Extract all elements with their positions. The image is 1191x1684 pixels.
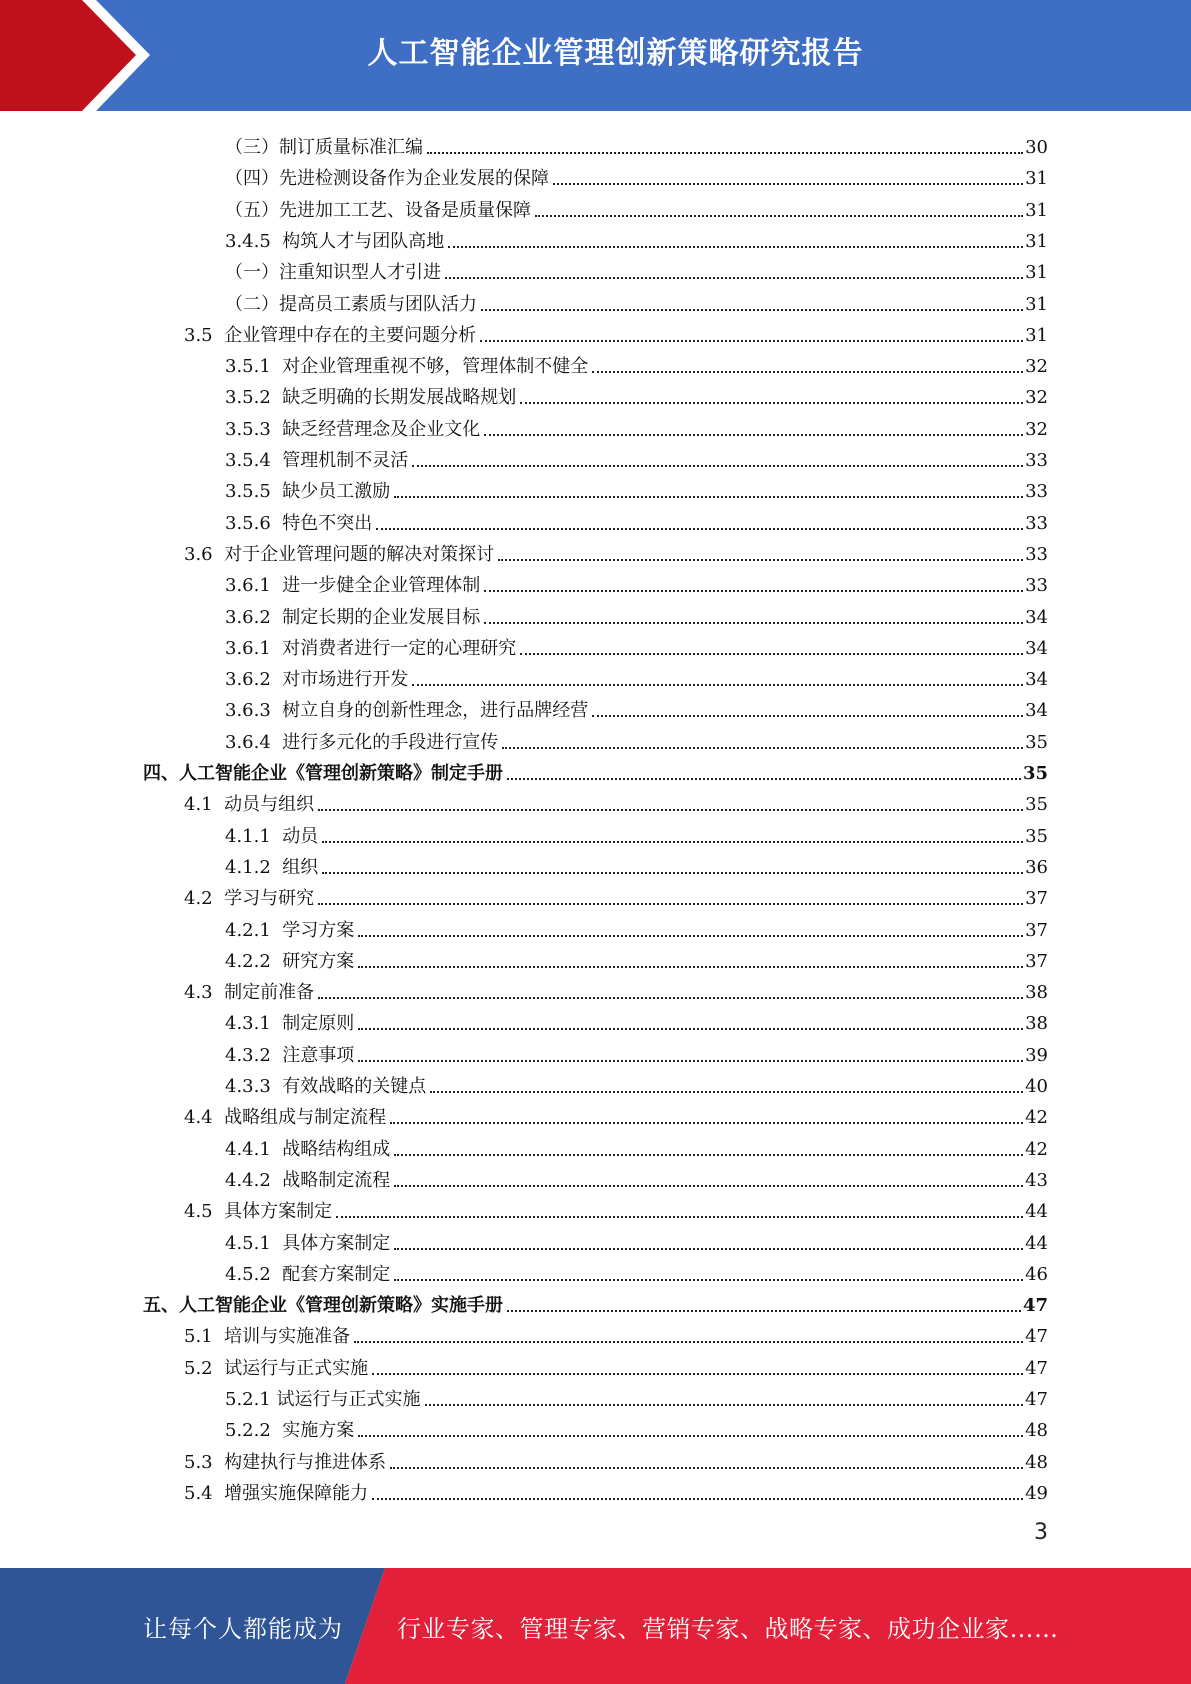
- toc-leader-dots: [318, 809, 1023, 811]
- toc-entry[interactable]: [184, 1317, 1048, 1348]
- toc-entry-page: 47: [1025, 1326, 1048, 1348]
- toc-entry[interactable]: [143, 1286, 1048, 1317]
- toc-leader-dots: [394, 1279, 1023, 1281]
- toc-entry-label: 3.4.5 构筑人才与团队高地: [225, 230, 445, 252]
- toc-entry-page: 44: [1025, 1232, 1048, 1254]
- toc-leader-dots: [507, 1310, 1021, 1312]
- toc-entry[interactable]: [225, 598, 1048, 629]
- toc-entry-page: 31: [1025, 230, 1048, 252]
- toc-leader-dots: [390, 1122, 1023, 1124]
- toc-entry-label: （三）制订质量标准汇编: [225, 137, 423, 158]
- toc-entry-label: （四）先进检测设备作为企业发展的保障: [225, 168, 549, 190]
- toc-entry[interactable]: [225, 1255, 1048, 1286]
- toc-leader-dots: [322, 872, 1023, 874]
- toc-entry-page: 44: [1025, 1201, 1048, 1223]
- toc-leader-dots: [498, 559, 1023, 561]
- toc-entry-label: （二）提高员工素质与团队活力: [225, 293, 477, 315]
- toc-entry-page: 32: [1025, 356, 1048, 378]
- toc-entry-page: 33: [1025, 512, 1048, 534]
- toc-leader-dots: [502, 747, 1023, 749]
- toc-entry-page: 37: [1025, 888, 1048, 910]
- toc-leader-dots: [336, 1216, 1023, 1218]
- toc-entry[interactable]: [225, 378, 1048, 409]
- toc-entry[interactable]: [184, 785, 1048, 816]
- toc-entry-label: 4.4.2 战略制定流程: [225, 1169, 391, 1191]
- footer-slogan-right: 行业专家、管理专家、营销专家、战略专家、成功企业家……: [397, 1614, 1059, 1643]
- toc-entry[interactable]: [225, 504, 1048, 535]
- toc-entry-page: 42: [1025, 1107, 1048, 1129]
- toc-entry-label: 4.2.2 研究方案: [225, 950, 355, 972]
- toc-entry[interactable]: [225, 1161, 1048, 1192]
- toc-entry-page: 40: [1025, 1076, 1048, 1097]
- toc-entry-page: 43: [1025, 1169, 1048, 1191]
- toc-entry-page: 34: [1025, 669, 1048, 691]
- toc-entry[interactable]: [225, 817, 1048, 848]
- toc-entry-page: 38: [1025, 1013, 1048, 1035]
- toc-entry-label: 3.5.4 管理机制不灵活: [225, 450, 409, 471]
- toc-leader-dots: [358, 935, 1023, 937]
- toc-entry[interactable]: [225, 285, 1048, 316]
- toc-entry-page: 31: [1025, 168, 1048, 190]
- toc-leader-dots: [484, 434, 1023, 436]
- toc-entry[interactable]: [225, 566, 1048, 597]
- page-footer: [0, 1568, 1191, 1684]
- toc-entry-page: 35: [1025, 825, 1048, 847]
- toc-entry-page: 47: [1025, 1357, 1048, 1379]
- toc-entry[interactable]: [184, 1192, 1048, 1223]
- toc-entry-label: 4.5 具体方案制定: [184, 1201, 333, 1223]
- toc-entry-label: 3.6.2 制定长期的企业发展目标: [225, 606, 481, 628]
- toc-entry-label: 3.5 企业管理中存在的主要问题分析: [184, 324, 477, 346]
- toc-entry-label: 四、人工智能企业《管理创新策略》制定手册: [143, 763, 503, 784]
- toc-leader-dots: [358, 1028, 1023, 1030]
- toc-entry[interactable]: [225, 723, 1048, 754]
- toc-entry-page: 48: [1025, 1451, 1048, 1473]
- toc-entry[interactable]: [225, 911, 1048, 942]
- toc-entry-page: 33: [1025, 481, 1048, 503]
- toc-entry[interactable]: [225, 472, 1048, 503]
- toc-entry-label: 4.4 战略组成与制定流程: [184, 1107, 387, 1129]
- toc-entry[interactable]: [225, 191, 1048, 222]
- toc-entry-label: 5.4 增强实施保障能力: [184, 1482, 369, 1504]
- toc-entry-label: 4.3 制定前准备: [184, 982, 315, 1004]
- toc-entry[interactable]: [184, 1349, 1048, 1380]
- toc-entry-label: 4.4.1 战略结构组成: [225, 1138, 391, 1160]
- toc-entry-page: 34: [1025, 700, 1048, 722]
- toc-entry[interactable]: [225, 222, 1048, 253]
- toc-entry-label: 3.5.5 缺少员工激励: [225, 481, 391, 503]
- toc-entry-label: 4.2 学习与研究: [184, 888, 315, 910]
- toc-entry-page: 32: [1025, 387, 1048, 409]
- toc-entry[interactable]: [184, 1443, 1048, 1474]
- toc-entry-label: 3.6.1 进一步健全企业管理体制: [225, 575, 481, 597]
- toc-leader-dots: [390, 1467, 1023, 1469]
- toc-leader-dots: [484, 590, 1023, 592]
- toc-entry-page: 42: [1025, 1138, 1048, 1160]
- toc-leader-dots: [354, 1341, 1023, 1343]
- toc-entry[interactable]: [225, 347, 1048, 378]
- toc-entry-page: 32: [1025, 418, 1048, 440]
- toc-leader-dots: [318, 903, 1023, 905]
- toc-leader-dots: [507, 778, 1021, 780]
- toc-entry[interactable]: [184, 1474, 1048, 1505]
- toc-entry-label: 5.2 试运行与正式实施: [184, 1357, 369, 1379]
- toc-entry[interactable]: [225, 1380, 1048, 1411]
- toc-entry-page: 46: [1025, 1263, 1048, 1285]
- toc-leader-dots: [520, 653, 1023, 655]
- toc-leader-dots: [520, 402, 1023, 404]
- toc-entry-page: 33: [1025, 450, 1048, 471]
- toc-entry[interactable]: [225, 848, 1048, 879]
- toc-entry-page: 31: [1025, 199, 1048, 221]
- toc-leader-dots: [394, 1185, 1023, 1187]
- toc-entry-page: 39: [1025, 1044, 1048, 1066]
- toc-entry-label: 4.5.2 配套方案制定: [225, 1263, 391, 1285]
- toc-entry-label: 3.6.1 对消费者进行一定的心理研究: [225, 637, 517, 659]
- toc-leader-dots: [445, 277, 1023, 279]
- toc-entry[interactable]: [225, 1004, 1048, 1035]
- toc-leader-dots: [430, 1091, 1023, 1093]
- toc-leader-dots: [394, 496, 1023, 498]
- toc-entry-page: 33: [1025, 543, 1048, 565]
- toc-entry[interactable]: [225, 1067, 1048, 1098]
- toc-entry[interactable]: [184, 973, 1048, 1004]
- toc-entry-label: 3.5.1 对企业管理重视不够，管理体制不健全: [225, 356, 589, 378]
- toc-entry-page: 49: [1025, 1482, 1048, 1504]
- toc-entry[interactable]: [225, 942, 1048, 973]
- toc-entry-label: （五）先进加工工艺、设备是质量保障: [225, 199, 531, 221]
- toc-entry[interactable]: [225, 441, 1048, 472]
- toc-entry-label: 4.1.2 组织: [225, 856, 319, 878]
- page-number: 3: [1034, 1520, 1048, 1545]
- toc-leader-dots: [592, 371, 1023, 373]
- toc-entry-page: 37: [1025, 950, 1048, 972]
- toc-entry[interactable]: [225, 1411, 1048, 1442]
- toc-entry-label: 5.3 构建执行与推进体系: [184, 1451, 387, 1473]
- toc-entry[interactable]: [184, 1098, 1048, 1129]
- toc-leader-dots: [394, 1248, 1023, 1250]
- toc-leader-dots: [484, 622, 1023, 624]
- toc-leader-dots: [358, 1060, 1023, 1062]
- toc-leader-dots: [318, 997, 1023, 999]
- toc-leader-dots: [358, 1435, 1023, 1437]
- toc-leader-dots: [480, 340, 1023, 342]
- toc-entry[interactable]: [225, 629, 1048, 660]
- toc-entry[interactable]: [225, 253, 1048, 284]
- toc-leader-dots: [376, 528, 1023, 530]
- toc-leader-dots: [412, 684, 1023, 686]
- toc-entry-page: 31: [1025, 293, 1048, 315]
- toc-entry[interactable]: [184, 879, 1048, 910]
- toc-entry-page: 47: [1022, 1295, 1048, 1317]
- toc-leader-dots: [427, 152, 1023, 154]
- toc-entry[interactable]: [225, 660, 1048, 691]
- toc-entry-label: 4.3.2 注意事项: [225, 1044, 355, 1066]
- toc-entry-label: （一）注重知识型人才引进: [225, 262, 441, 284]
- toc-entry-page: 48: [1025, 1420, 1048, 1442]
- toc-leader-dots: [481, 309, 1023, 311]
- toc-entry[interactable]: [225, 159, 1048, 190]
- toc-entry-label: 4.1 动员与组织: [184, 794, 315, 816]
- toc-entry-label: 4.3.1 制定原则: [225, 1013, 355, 1035]
- toc-entry[interactable]: [225, 691, 1048, 722]
- toc-entry-page: 30: [1025, 137, 1048, 158]
- toc-leader-dots: [322, 841, 1023, 843]
- toc-entry[interactable]: [184, 316, 1048, 347]
- toc-entry[interactable]: [225, 128, 1048, 159]
- toc-entry[interactable]: [143, 754, 1048, 785]
- page-header: [0, 0, 1191, 111]
- toc-entry[interactable]: [225, 1130, 1048, 1161]
- toc-entry-label: 4.5.1 具体方案制定: [225, 1232, 391, 1254]
- toc-entry-label: 4.2.1 学习方案: [225, 919, 355, 941]
- toc-entry-page: 35: [1025, 731, 1048, 753]
- footer-slogan-left: 让每个人都能成为: [143, 1614, 343, 1643]
- toc-entry[interactable]: [225, 410, 1048, 441]
- toc-entry-page: 34: [1025, 637, 1048, 659]
- toc-entry-label: 3.5.3 缺乏经营理念及企业文化: [225, 418, 481, 440]
- header-title: 人工智能企业管理创新策略研究报告: [367, 36, 864, 71]
- toc-leader-dots: [372, 1373, 1023, 1375]
- toc-entry-label: 4.3.3 有效战略的关键点: [225, 1076, 427, 1097]
- toc-entry-page: 31: [1025, 324, 1048, 346]
- toc-entry-page: 33: [1025, 575, 1048, 597]
- toc-entry-page: 36: [1025, 856, 1048, 878]
- toc-entry-page: 35: [1022, 763, 1048, 784]
- toc-entry-label: 5.1 培训与实施准备: [184, 1326, 351, 1348]
- toc-entry-label: 五、人工智能企业《管理创新策略》实施手册: [143, 1295, 503, 1317]
- toc-entry-label: 3.6.4 进行多元化的手段进行宣传: [225, 731, 499, 753]
- toc-leader-dots: [592, 715, 1023, 717]
- toc-entry-page: 35: [1025, 794, 1048, 816]
- toc-entry-page: 34: [1025, 606, 1048, 628]
- toc-entry-label: 3.6.3 树立自身的创新性理念，进行品牌经营: [225, 700, 589, 722]
- toc-entry-label: 3.6 对于企业管理问题的解决对策探讨: [184, 543, 495, 565]
- toc-entry[interactable]: [184, 535, 1048, 566]
- toc-leader-dots: [535, 215, 1023, 217]
- toc-entry[interactable]: [225, 1036, 1048, 1067]
- toc-entry-label: 5.2.1 试运行与正式实施: [225, 1389, 421, 1410]
- toc-leader-dots: [394, 1154, 1023, 1156]
- toc-entry-page: 38: [1025, 982, 1048, 1004]
- toc-entry-label: 5.2.2 实施方案: [225, 1420, 355, 1442]
- toc-leader-dots: [372, 1498, 1023, 1500]
- toc-entry-label: 4.1.1 动员: [225, 825, 319, 847]
- toc-entry-page: 31: [1025, 262, 1048, 284]
- toc-entry-page: 47: [1025, 1389, 1048, 1410]
- toc-leader-dots: [553, 183, 1023, 185]
- toc-entry-label: 3.6.2 对市场进行开发: [225, 669, 409, 691]
- toc-leader-dots: [358, 966, 1023, 968]
- toc-leader-dots: [448, 246, 1023, 248]
- toc-leader-dots: [425, 1404, 1024, 1406]
- toc-entry-label: 3.5.6 特色不突出: [225, 512, 373, 534]
- toc-entry-label: 3.5.2 缺乏明确的长期发展战略规划: [225, 387, 517, 409]
- toc-entry-page: 37: [1025, 919, 1048, 941]
- toc-entry[interactable]: [225, 1224, 1048, 1255]
- toc-leader-dots: [412, 465, 1023, 467]
